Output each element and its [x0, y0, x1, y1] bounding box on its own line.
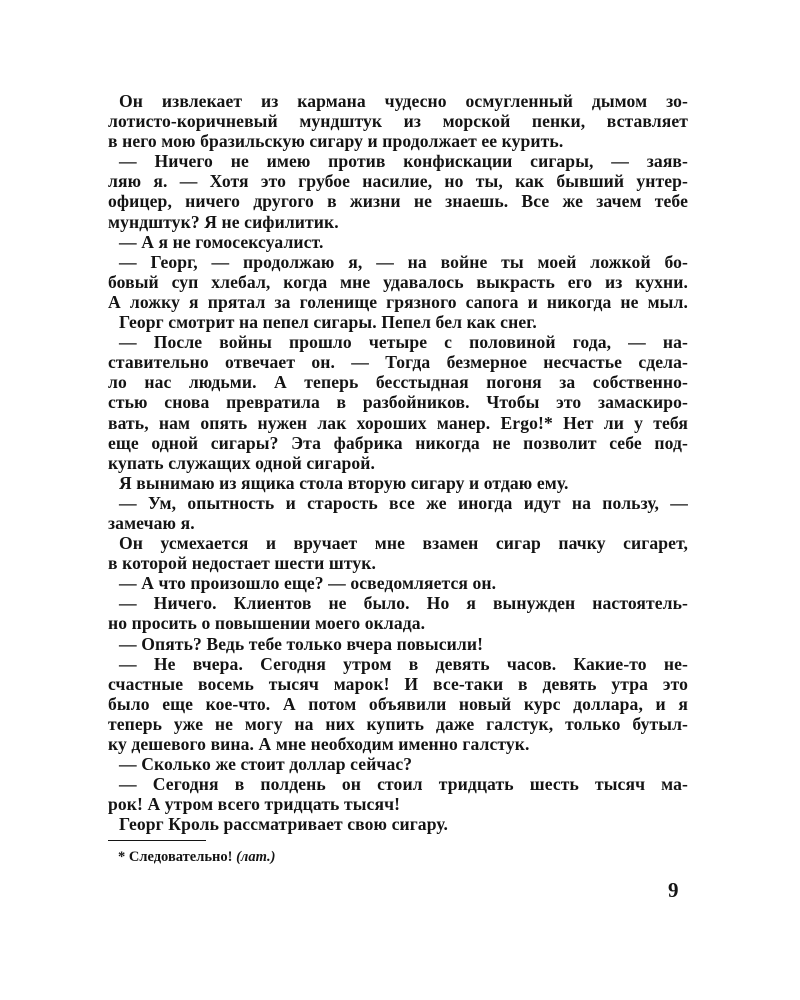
text-line: купать служащих одной сигарой. — [108, 452, 375, 473]
text-line: — А что произошло еще? — осведомляется он. — [119, 573, 497, 594]
text-line: — Ум, опытность и старость все же иногда идут на пользу, — — [119, 492, 688, 513]
text-line: вать, нам опять нужен лак хороших манер. Ergo!* Нет ли у тебя — [108, 412, 688, 433]
text-line: но просить о повышении моего оклада. — [108, 613, 426, 634]
text-line: Он усмехается и вручает мне взамен сигар пачку сигарет, — [119, 533, 688, 554]
footnote-language-note: (лат.) — [236, 849, 276, 865]
text-line: ку дешевого вина. А мне необходим именно галстук. — [108, 734, 530, 754]
text-line: — Опять? Ведь тебе только вчера повысили! — [119, 633, 484, 654]
text-line: еще одной сигары? Эта фабрика никогда не позволит себе под- — [108, 432, 688, 453]
footnote-text: * Следовательно! — [118, 849, 237, 865]
text-line: — А я не гомосексуалист. — [119, 231, 324, 252]
text-line: бовый суп хлебал, когда мне удавалось выкрасть его из кухни. — [108, 271, 688, 292]
text-line: — Ничего не имею против конфискации сигары, — заяв- — [119, 151, 688, 172]
footnote — [118, 848, 276, 866]
text-line: ляю я. — Хотя это грубое насилие, но ты, как бывший унтер- — [108, 171, 688, 192]
text-line: — Ничего. Клиентов не было. Но я вынужден настоятель- — [119, 593, 688, 614]
text-line: — Сколько же стоит доллар сейчас? — [119, 754, 413, 775]
text-line: А ложку я прятал за голенище грязного сапога и никогда не мыл. — [108, 291, 688, 312]
text-line: офицер, ничего другого в жизни не знаешь. Все же зачем тебе — [108, 191, 688, 212]
text-line: Георг Кроль рассматривает свою сигару. — [119, 814, 448, 835]
text-line: счастные восемь тысяч марок! И все-таки в девять утра это — [108, 673, 688, 694]
text-line: в него мою бразильскую сигару и продолжает ее курить. — [108, 131, 564, 152]
text-line: рок! А утром всего тридцать тысяч! — [108, 794, 401, 815]
text-line: Я вынимаю из ящика стола вторую сигару и отдаю ему. — [119, 472, 569, 493]
text-line: — Не вчера. Сегодня утром в девять часов. Какие-то не- — [119, 653, 688, 674]
text-line: лотисто-коричневый мундштук из морской пенки, вставляет — [108, 111, 688, 132]
page-number: 9 — [668, 878, 679, 902]
text-line: ло нас людьми. А теперь бесстыдная погоня за собственно- — [108, 372, 688, 393]
text-line: — Георг, — продолжаю я, — на войне ты моей ложкой бо- — [119, 251, 688, 272]
text-line: в которой недостает шести штук. — [108, 553, 376, 574]
text-line: теперь уже не могу на них купить даже галстук, только бутыл- — [108, 713, 688, 734]
text-line: Георг смотрит на пепел сигары. Пепел бел как снег. — [119, 312, 537, 333]
text-line: было еще кое-что. А потом объявили новый курс доллара, и я — [108, 693, 688, 714]
text-line: ставительно отвечает он. — Тогда безмерное несчастье сдела- — [108, 352, 688, 373]
text-line: замечаю я. — [108, 512, 195, 533]
text-line: Он извлекает из кармана чудесно осмугленный дымом зо- — [119, 91, 688, 111]
text-line: — После войны прошло четыре с половиной года, — на- — [119, 332, 688, 353]
text-line: стью снова превратила в разбойников. Чтобы это замаскиро- — [108, 392, 688, 413]
footnote-divider — [108, 840, 206, 841]
text-line: мундштук? Я не сифилитик. — [108, 211, 339, 232]
body-text — [108, 91, 688, 834]
text-line: — Сегодня в полдень он стоил тридцать шесть тысяч ма- — [119, 774, 688, 795]
